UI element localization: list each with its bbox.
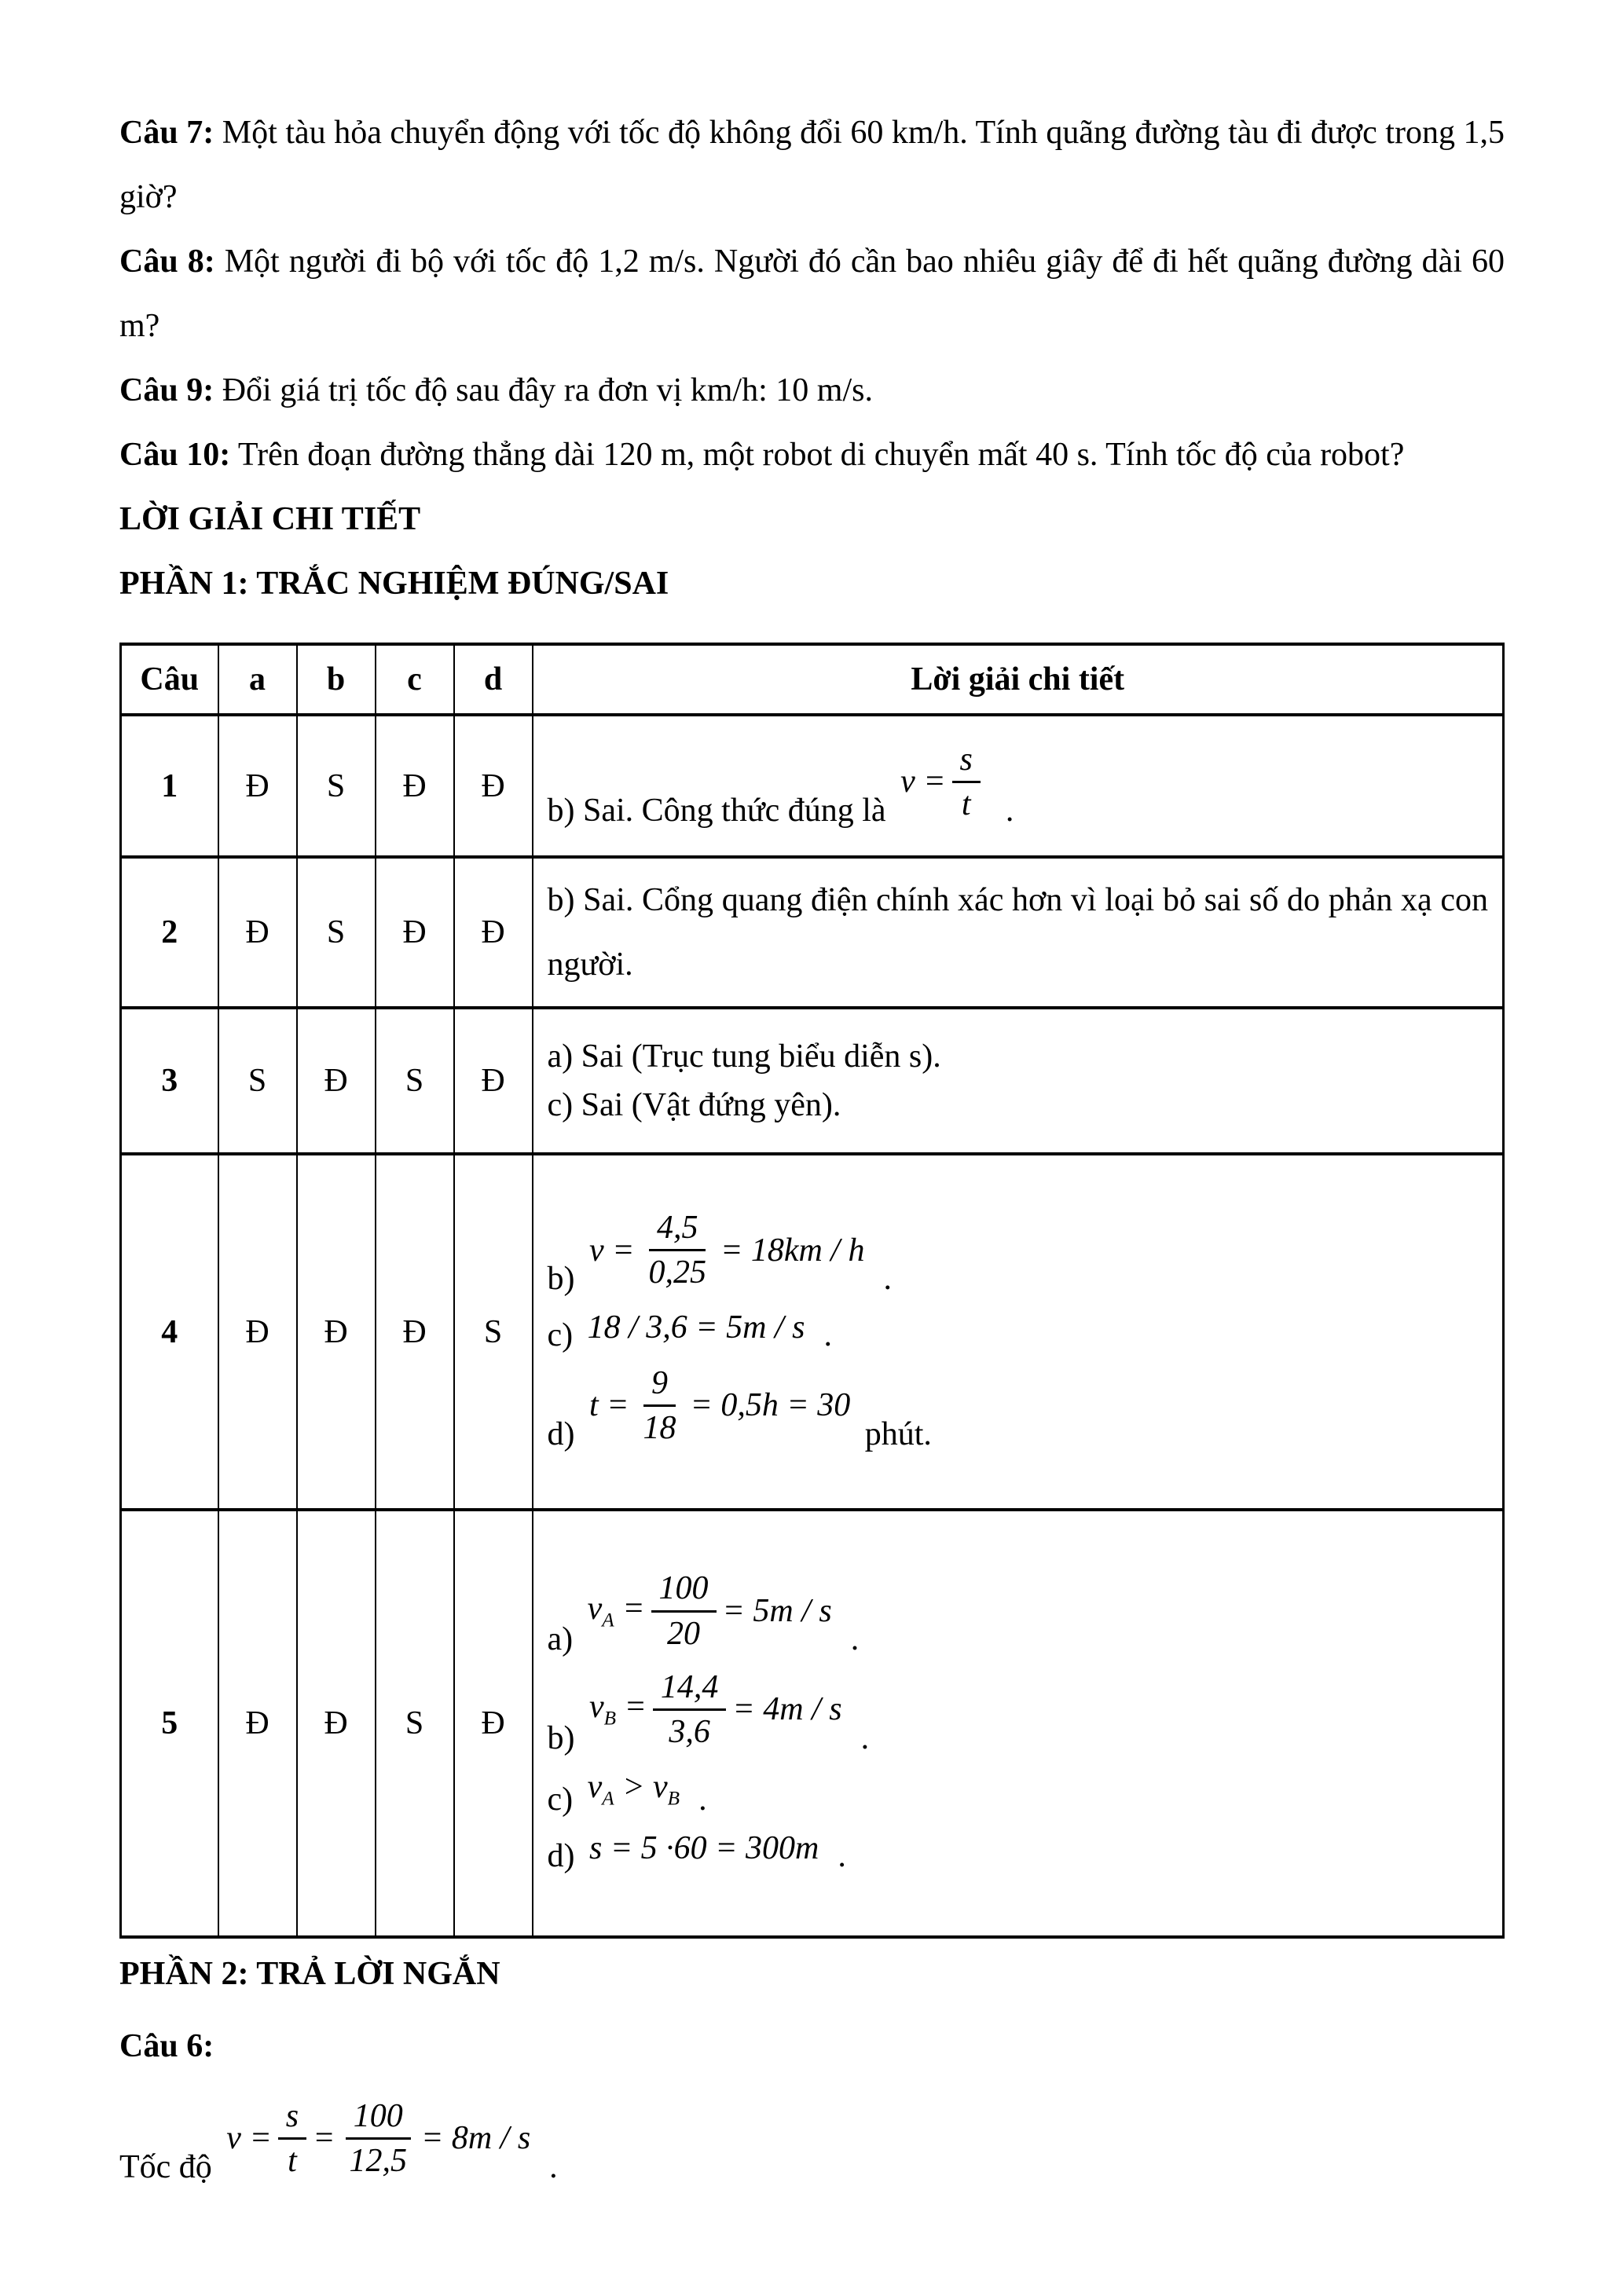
math-subscript: A xyxy=(602,1788,614,1810)
equation xyxy=(589,1366,850,1453)
solution-text: d) xyxy=(547,1838,583,1875)
fraction xyxy=(341,2099,415,2178)
fraction-denominator: t xyxy=(288,2143,297,2180)
question-7-text: Một tàu hỏa chuyển động với tốc độ không đổi 60 km/h. Tính quãng đường tàu đi được trong 1,5 giờ? xyxy=(119,115,1505,215)
equation xyxy=(588,1571,832,1658)
solution-cell xyxy=(533,715,1504,857)
solution-cell xyxy=(533,857,1504,1008)
solution-text: a) xyxy=(547,1621,581,1658)
table-header-row xyxy=(121,644,1504,715)
period: . xyxy=(860,1719,870,1756)
solution-text: c) Sai (Vật đứng yên). xyxy=(547,1087,841,1123)
answer-cell: Đ xyxy=(454,1008,533,1154)
solution-paragraph: b) Sai. Cổng quang điện chính xác hơn vì loại bỏ sai số do phản xạ con người. xyxy=(547,882,1488,983)
period: . xyxy=(838,1838,846,1875)
solution-text: a) Sai (Trục tung biểu diễn s). xyxy=(547,1038,941,1075)
solution-cell xyxy=(533,1008,1504,1154)
question-7-label: Câu 7: xyxy=(119,115,214,151)
math-text: = 4m / s xyxy=(732,1691,842,1728)
fraction-numerator: 14,4 xyxy=(653,1670,727,1711)
question-8 xyxy=(119,229,1505,358)
answer-cell: S xyxy=(376,1008,454,1154)
math-text: $v_A$ = xyxy=(587,1590,645,1631)
period: . xyxy=(823,1317,832,1354)
table-row xyxy=(121,857,1504,1008)
header-c: c xyxy=(376,644,454,715)
math-text: = 8m / s xyxy=(420,2120,531,2157)
solution-text: d) xyxy=(547,1415,583,1452)
math-text: = 5m / s xyxy=(722,1592,832,1629)
fraction-denominator: 12,5 xyxy=(349,2143,407,2180)
fraction-numerator: s xyxy=(278,2099,306,2140)
solution-line xyxy=(548,1038,1489,1075)
answer-cell: Đ xyxy=(218,715,297,857)
fraction-denominator: 20 xyxy=(667,1615,701,1652)
solution-text: b) Sai. Công thức đúng là xyxy=(547,792,895,829)
equation xyxy=(900,742,987,829)
fraction-numerator: 100 xyxy=(346,2099,411,2140)
table-row xyxy=(121,1008,1504,1154)
fraction-denominator: 18 xyxy=(643,1409,676,1446)
fraction-numerator: s xyxy=(952,742,981,783)
equation xyxy=(589,1210,864,1298)
row-number-cell: 2 xyxy=(121,857,218,1008)
answer-cell: S xyxy=(376,1510,454,1937)
period: . xyxy=(698,1781,707,1818)
solution-cell xyxy=(533,1154,1504,1510)
math-text: $v_B$ = xyxy=(589,1689,647,1730)
fraction-numerator: 4,5 xyxy=(649,1210,706,1251)
solution-line xyxy=(548,1670,1489,1757)
heading-solutions: LỜI GIẢI CHI TIẾT xyxy=(119,501,421,537)
solution-line xyxy=(548,1366,1489,1453)
answer-cell: S xyxy=(297,857,376,1008)
answer-cell: S xyxy=(454,1154,533,1510)
answer-cell: Đ xyxy=(376,715,454,857)
table-row xyxy=(121,1510,1504,1937)
header-d: d xyxy=(454,644,533,715)
header-a: a xyxy=(218,644,297,715)
fraction-denominator: 3,6 xyxy=(669,1713,710,1750)
question-9 xyxy=(119,358,1505,423)
answer-cell: Đ xyxy=(218,857,297,1008)
fraction-numerator: 100 xyxy=(651,1571,717,1612)
solution-line xyxy=(548,1571,1489,1658)
fraction xyxy=(640,1210,714,1290)
answer-cell: Đ xyxy=(376,1154,454,1510)
question-10 xyxy=(119,423,1505,487)
solution-line xyxy=(119,2099,1505,2186)
solution-line xyxy=(548,742,1489,829)
equation xyxy=(226,2099,530,2186)
math-text: = xyxy=(313,2120,335,2157)
fraction-numerator: 9 xyxy=(643,1366,676,1407)
answers-table xyxy=(119,643,1505,1939)
question-10-text: Trên đoạn đường thẳng dài 120 m, một robot di chuyển mất 40 s. Tính tốc độ của robot? xyxy=(230,437,1405,473)
answer-cell: Đ xyxy=(218,1154,297,1510)
answer-cell: Đ xyxy=(297,1154,376,1510)
period: . xyxy=(850,1621,860,1658)
math-text: = 18km / h xyxy=(720,1232,865,1269)
heading-cau6: Câu 6: xyxy=(119,2028,214,2064)
header-b: b xyxy=(297,644,376,715)
fraction xyxy=(653,1670,727,1749)
equation xyxy=(589,1829,819,1875)
math-text: 18 / 3,6 = 5m / s xyxy=(587,1309,805,1346)
row-number-cell: 4 xyxy=(121,1154,218,1510)
solution-cell xyxy=(533,1510,1504,1937)
solution-text: b) xyxy=(547,1261,583,1298)
math-text: v = xyxy=(900,764,946,800)
math-text: $v_A > v_B$ xyxy=(587,1768,680,1810)
row-number-cell: 1 xyxy=(121,715,218,857)
math-text: s = 5 ·60 = 300m xyxy=(589,1830,819,1867)
answer-cell: Đ xyxy=(297,1008,376,1154)
period: . xyxy=(1005,792,1014,829)
fraction xyxy=(952,742,981,822)
solution-text: b) xyxy=(547,1719,583,1756)
table-row xyxy=(121,1154,1504,1510)
answer-cell: Đ xyxy=(376,857,454,1008)
math-subscript: B xyxy=(603,1708,617,1730)
math-text: = 0,5h = 30 xyxy=(690,1387,851,1424)
answer-cell: Đ xyxy=(454,857,533,1008)
solution-line xyxy=(548,1768,1489,1818)
answer-cell: Đ xyxy=(454,1510,533,1937)
period: . xyxy=(883,1261,892,1298)
period: . xyxy=(549,2148,558,2185)
question-8-label: Câu 8: xyxy=(119,244,215,280)
math-subscript: B xyxy=(667,1788,680,1810)
math-text: v = xyxy=(226,2120,272,2157)
answer-cell: Đ xyxy=(297,1510,376,1937)
heading-part1: PHẦN 1: TRẮC NGHIỆM ĐÚNG/SAI xyxy=(119,566,669,602)
fraction xyxy=(651,1571,717,1650)
math-text: t = xyxy=(589,1387,629,1424)
solution-text: c) xyxy=(547,1781,581,1818)
heading-part2: PHẦN 2: TRẢ LỜI NGẮN xyxy=(119,1956,500,1992)
answer-cell: S xyxy=(297,715,376,857)
row-number-cell: 3 xyxy=(121,1008,218,1154)
solution-text: Tốc độ xyxy=(119,2148,221,2185)
solution-line xyxy=(548,1309,1489,1354)
header-cau: Câu xyxy=(121,644,218,715)
fraction xyxy=(636,1366,684,1445)
equation xyxy=(588,1768,680,1818)
fraction-denominator: 0,25 xyxy=(648,1254,706,1291)
table-row xyxy=(121,715,1504,857)
solution-text: c) xyxy=(547,1317,581,1354)
fraction xyxy=(278,2099,306,2178)
answer-cell: S xyxy=(218,1008,297,1154)
solution-line xyxy=(548,1210,1489,1298)
question-9-text: Đổi giá trị tốc độ sau đây ra đơn vị km/h: 10 m/s. xyxy=(214,372,873,408)
solution-text: phút. xyxy=(856,1415,932,1452)
header-detail: Lời giải chi tiết xyxy=(533,644,1504,715)
equation xyxy=(588,1309,805,1354)
question-10-label: Câu 10: xyxy=(119,437,231,473)
row-number-cell: 5 xyxy=(121,1510,218,1937)
fraction-denominator: t xyxy=(961,786,971,822)
solution-line xyxy=(548,1829,1489,1875)
solution-line xyxy=(548,1086,1489,1124)
equation xyxy=(589,1670,842,1757)
question-8-text: Một người đi bộ với tốc độ 1,2 m/s. Người đó cần bao nhiêu giây để đi hết quãng đường dài 60 m? xyxy=(119,244,1505,344)
math-text: v = xyxy=(589,1232,635,1269)
question-9-label: Câu 9: xyxy=(119,372,214,408)
cau6-solution xyxy=(119,2099,1505,2186)
math-subscript: A xyxy=(602,1609,614,1631)
answer-cell: Đ xyxy=(218,1510,297,1937)
question-7 xyxy=(119,101,1505,229)
answer-cell: Đ xyxy=(454,715,533,857)
